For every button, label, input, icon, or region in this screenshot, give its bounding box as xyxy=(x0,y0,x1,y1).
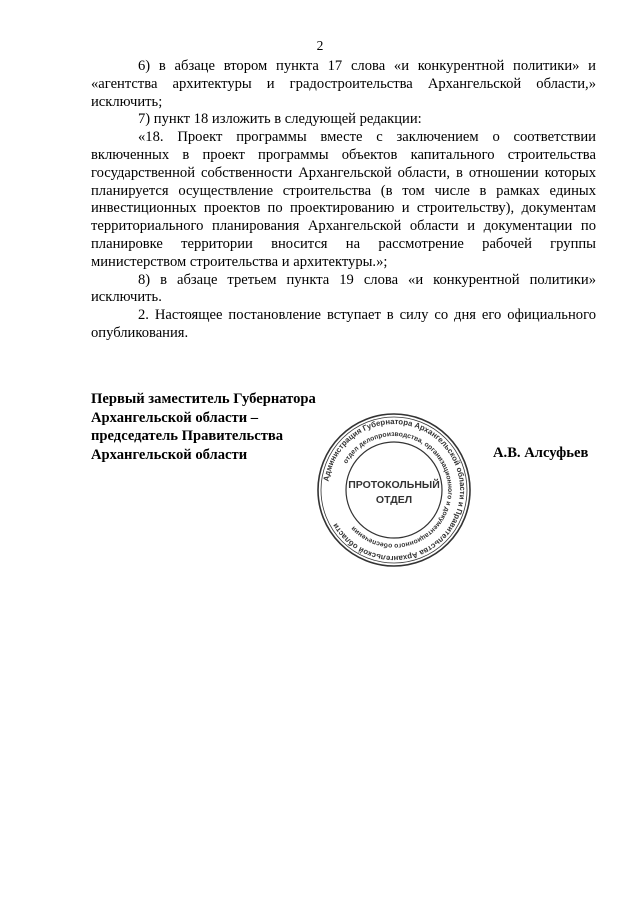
paragraph-item-6: 6) в абзаце втором пункта 17 слова «и конкурентной политики» и «агентства архитектуры и градостроительства Архангельской области,» исключить; xyxy=(91,58,596,110)
stamp-outer-text: Администрация Губернатора Архангельской области и Правительства Архангельской области xyxy=(321,416,468,564)
official-stamp xyxy=(314,410,474,570)
signatory-position-line: Первый заместитель Губернатора xyxy=(91,391,316,407)
stamp-inner-text: отдел делопроизводства, организационного и документационного обеспечения xyxy=(342,430,454,550)
signatory-position-line: Архангельской области xyxy=(91,446,248,463)
paragraph-item-7: 7) пункт 18 изложить в следующей редакции: xyxy=(138,111,422,128)
stamp-seal-graphic xyxy=(314,410,474,570)
signatory-position xyxy=(91,390,316,464)
signatory-name: А.В. Алсуфьев xyxy=(493,445,589,461)
page-number: 2 xyxy=(316,38,324,53)
stamp-center-line-2: ОТДЕЛ xyxy=(375,494,413,506)
signatory-position-line: председатель Правительства xyxy=(91,428,284,444)
paragraph-item-8: 8) в абзаце третьем пункта 19 слова «и конкурентной политики» исключить. xyxy=(91,271,596,306)
signatory-position-line: Архангельской области – xyxy=(91,409,259,426)
stamp-center-line-1: ПРОТОКОЛЬНЫЙ xyxy=(348,479,440,491)
paragraph-item-18-text: «18. Проект программы вместе с заключением о соответствии включенных в проект программы объектов капитального строительства государственной собственности Архангельской области, в отношении которых планируется осуществление строительства (в том числе в рамках единых инвестиционных проектов по проектированию и строительству), документам территориального планирования Архангельской области и документации по планировке территории вносится на рассмотрение рабочей группы министерством строительства и архитектуры.»; xyxy=(91,129,596,270)
document-body xyxy=(91,58,596,343)
paragraph-effective-date: 2. Настоящее постановление вступает в силу со дня его официального опубликования. xyxy=(91,307,596,341)
